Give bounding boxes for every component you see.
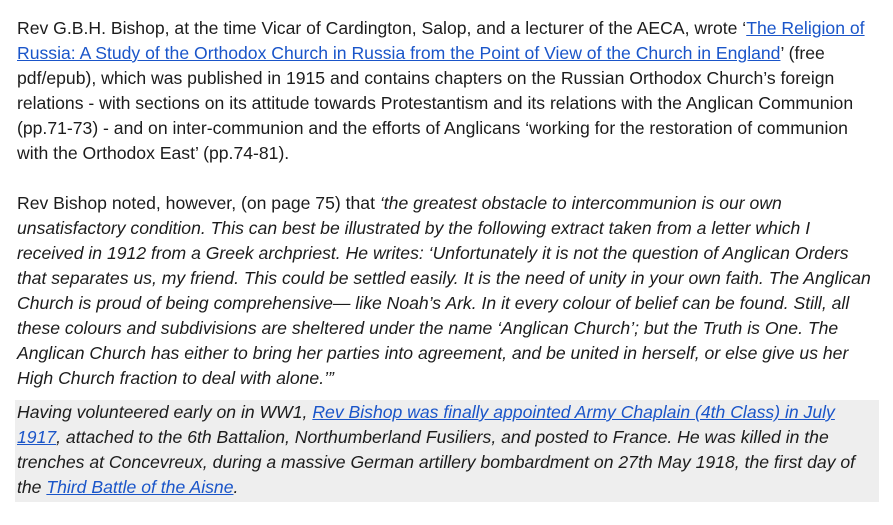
paragraph-book-intro: Rev G.B.H. Bishop, at the time Vicar of Cardington, Salop, and a lecturer of the AECA, wrote ‘	[17, 18, 747, 38]
paragraph-quote	[17, 191, 881, 391]
army-chaplain-link[interactable]: Rev Bishop was finally appointed Army Chaplain (4th Class) in July 1917	[17, 402, 835, 447]
paragraph-chaplain-intro: Having volunteered early on in WW1,	[17, 402, 313, 422]
archpriest-quote: ‘the greatest obstacle to intercommunion is our own unsatisfactory condition. This can best be illustrated by the following extract taken from a letter which I received in 1912 from a Greek archpriest. He writes: ‘Unfortunately it is not the question of Anglican Orders that separates us, my friend. This could be settled easily. It is the need of unity in your own faith. The Anglican Church is proud of being comprehensive— like Noah’s Ark. In it every colour of belief can be found. Still, all these colours and subdivisions are sheltered under the name ‘Anglican Church’; but the Truth is One. The Anglican Church has either to bring her parties into agreement, and be united in herself, or else give us her High Church fraction to deal with alone.’”	[17, 193, 871, 388]
paragraph-book	[17, 16, 881, 166]
article-body	[17, 16, 881, 502]
paragraph-quote-intro: Rev Bishop noted, however, (on page 75) that	[17, 193, 380, 213]
paragraph-chaplain	[15, 400, 879, 502]
paragraph-chaplain-middle: , attached to the 6th Battalion, Northumberland Fusiliers, and posted to France. He was killed in the trenches at Concevreux, during a massive German artillery bombardment on 27th May 1918, the first day of the	[17, 427, 856, 497]
paragraph-chaplain-end: .	[233, 477, 239, 497]
third-battle-of-aisne-link[interactable]: Third Battle of the Aisne	[46, 477, 234, 497]
religion-of-russia-link[interactable]: The Religion of Russia: A Study of the Orthodox Church in Russia from the Point of View of the Church in England	[17, 18, 865, 63]
paragraph-book-rest: ’ (free pdf/epub), which was published in 1915 and contains chapters on the Russian Orthodox Church’s foreign relations - with sections on its attitude towards Protestantism and its relations with the Anglican Communion (pp.71-73) - and on inter-communion and the efforts of Anglicans ‘working for the restoration of communion with the Orthodox East’ (pp.74-81).	[17, 43, 854, 163]
